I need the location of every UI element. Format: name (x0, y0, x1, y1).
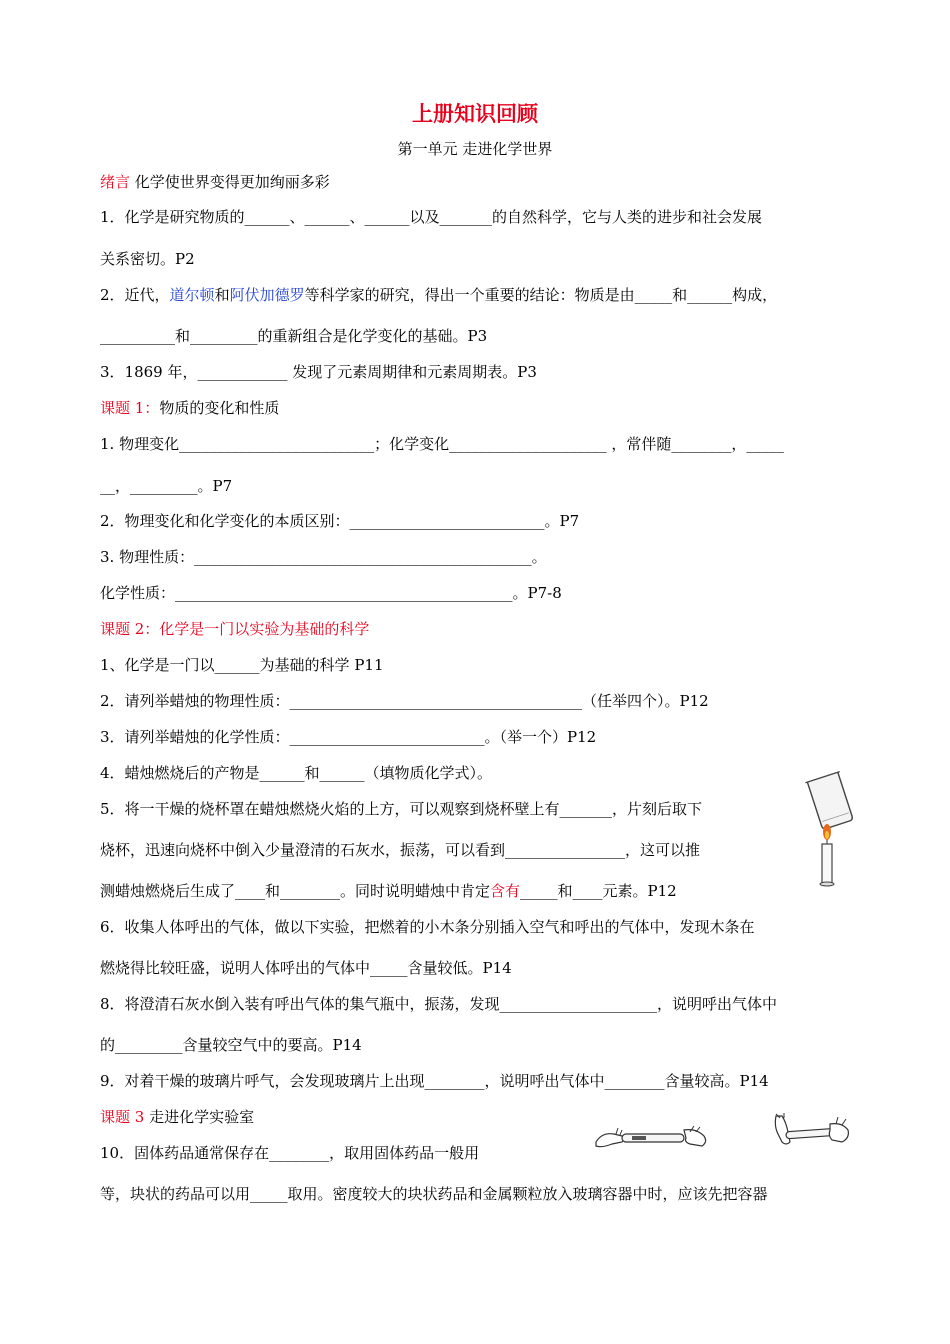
text-line: 4．蜡烛燃烧后的产物是______和______（填物质化学式）。 (100, 764, 493, 782)
text-line: 3. 物理性质：_____________________________________________。 (100, 548, 547, 566)
text-line: 5．将一干燥的烧杯罩在蜡烛燃烧火焰的上方，可以观察到烧杯壁上有_______，片刻后取下 (100, 800, 703, 818)
text-line: 9．对着干燥的玻璃片呼气，会发现玻璃片上出现________，说明呼出气体中________含量较高。P14 (100, 1072, 769, 1090)
text-line: 1、化学是一门以______为基础的科学 P11 (100, 656, 384, 674)
text-line: 绪言 化学使世界变得更加绚丽多彩 (100, 173, 330, 191)
text-line: 等，块状的药品可以用_____取用。密度较大的块状药品和金属颗粒放入玻璃容器中时，应该先把容器 (100, 1185, 768, 1203)
text-line: 烧杯，迅速向烧杯中倒入少量澄清的石灰水，振荡，可以看到________________，这可以推 (100, 841, 701, 859)
text-line: __，_________。P7 (100, 477, 233, 495)
text-line: 3．请列举蜡烛的化学性质：__________________________。（举一个）P12 (100, 728, 597, 746)
text-line: 2．近代，道尔顿和阿伏加德罗等科学家的研究，得出一个重要的结论：物质是由_____和______构成， (100, 286, 778, 304)
text-line: __________和_________的重新组合是化学变化的基础。P3 (100, 327, 488, 345)
page-title: 上册知识回顾 (412, 102, 538, 126)
section-heading: 课题 3 走进化学实验室 (100, 1108, 255, 1126)
text-line: 化学性质：_____________________________________________。P7-8 (100, 584, 562, 602)
text-line: 2．物理变化和化学变化的本质区别：__________________________。P7 (100, 512, 580, 530)
text-line: 6．收集人体呼出的气体，做以下实验，把燃着的小木条分别插入空气和呼出的气体中，发现木条在 (100, 918, 755, 936)
text-line: 8．将澄清石灰水倒入装有呼出气体的集气瓶中，振荡，发现_____________________，说明呼出气体中 (100, 995, 778, 1013)
text-line: 燃烧得比较旺盛，说明人体呼出的气体中_____含量较低。P14 (100, 959, 512, 977)
section-heading: 课题 1：物质的变化和性质 (100, 399, 280, 417)
test-tube-hands-icon (592, 1118, 712, 1158)
text-line: 的_________含量较空气中的要高。P14 (100, 1036, 362, 1054)
beaker-over-candle-icon (800, 770, 860, 890)
text-line: 1. 物理变化__________________________；化学变化_____________________ ，常伴随________，_____ (100, 435, 784, 453)
section-heading: 课题 2：化学是一门以实验为基础的科学 (100, 620, 370, 638)
text-line: 1．化学是研究物质的______、______、______以及_______的自然科学，它与人类的进步和社会发展 (100, 208, 763, 226)
tilted-test-tube-hands-icon (770, 1112, 852, 1158)
text-line: 3．1869 年，____________ 发现了元素周期律和元素周期表。P3 (100, 363, 537, 381)
text-line: 10．固体药品通常保存在________，取用固体药品一般用 (100, 1144, 480, 1162)
text-line: 测蜡烛燃烧后生成了____和________。同时说明蜡烛中肯定含有_____和____元素。P12 (100, 882, 677, 900)
text-line: 2．请列举蜡烛的物理性质：_______________________________________（任举四个）。P12 (100, 692, 709, 710)
unit-subtitle: 第一单元 走进化学世界 (397, 140, 553, 158)
text-line: 关系密切。P2 (100, 250, 195, 268)
